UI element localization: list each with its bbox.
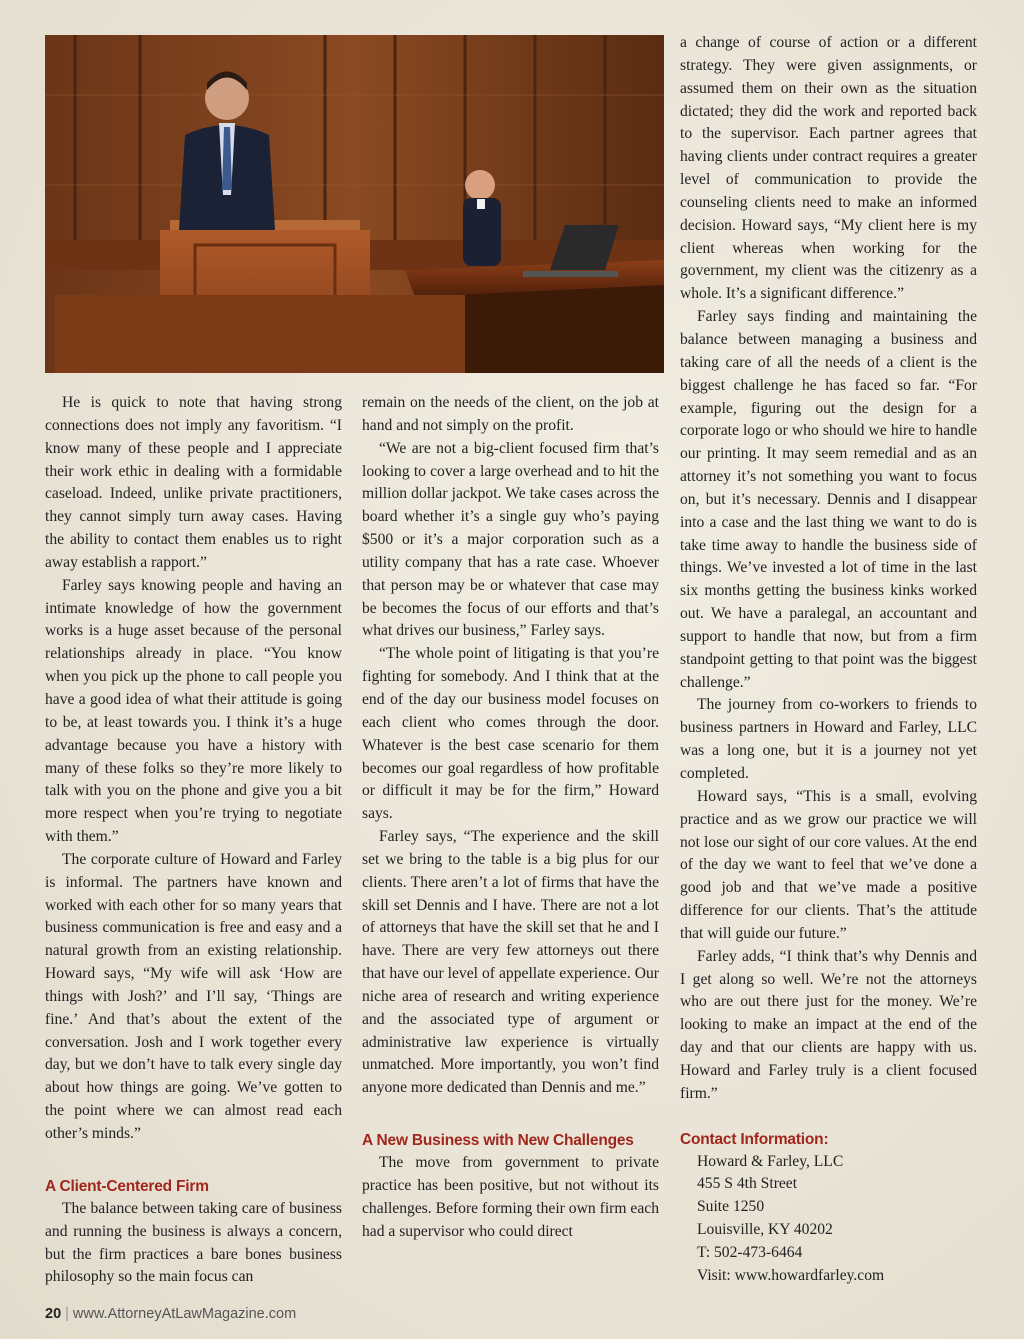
contact-suite: Suite 1250 [697,1198,765,1216]
article-column-2 [362,392,659,1244]
paragraph: Farley says finding and maintaining the balance between managing a business and taking care of all the needs of a client is the biggest challenge he has faced so far. “For example, figuring out the design for a corporate logo or who should we hire to handle our printing. It may seem remedial and as an attorney it’s not something you want to focus on, but it’s necessary. Dennis and I disappear into a case and the last thing we want to do is take time away to handle the business side of things. We’ve invested a lot of time in the last six months getting the business kinks worked out. We have a paralegal, an accountant and support to handle that now, but from a firm standpoint getting to that point was the biggest challenge.” [680,308,977,691]
contact-phone: T: 502-473-6464 [697,1243,803,1261]
contact-street: 455 S 4th Street [697,1175,798,1193]
paragraph: a change of course of action or a different strategy. They were given assignments, or assumed them on their own as the situation dictated; they did the work and reported back to the supervisor. Each partner agrees that having clients under contract requires a greater level of communication to provide the counseling clients need to make an informed decision. Howard says, “My client here is my client whereas when working for the government, my client was the citizenry as a whole. It’s a significant difference.” [680,34,977,303]
contact-block [680,1151,977,1288]
article-column-1 [45,392,342,1289]
section-heading: A New Business with New Challenges [362,1132,634,1150]
paragraph: “We are not a big-client focused firm that’s looking to cover a large overhead and to hit the million dollar jackpot. We take cases across the board whether it’s a single guy who’s paying $500 or it’s a major corporation such as a utility company that has a rate case. Whoever that person may be or whatever that case may be becomes the focus of our efforts and that’s what drives our business,” Farley says. [362,439,659,640]
paragraph: The balance between taking care of business and running the business is always a concern, but the firm practices a bare bones business philosophy so the main focus can [45,1199,342,1286]
courtroom-photo [45,35,664,373]
footer-site-link[interactable]: www.AttorneyAtLawMagazine.com [72,1306,297,1322]
paragraph: He is quick to note that having strong connections does not imply any favoritism. “I know many of these people and I appreciate their work ethic in dealing with a formidable caseload. Indeed, unlike private practitioners, they cannot simply turn away cases. Having the ability to contact them enables us to right away establish a rapport.” [45,394,342,571]
paragraph: The corporate culture of Howard and Farley is informal. The partners have known and worked with each other for so many years that business communication is free and easy and a natural growth from an existing relationship. Howard says, “My wife will ask ‘How are things with Josh?’ and I’ll say, ‘Things are fine.’ And that’s about the extent of the conversation. Josh and I work together every day, but we don’t have to talk every single day about how things are going. We’ve gotten to the point where we can almost read each other’s minds.” [45,850,342,1142]
page-number: 20 [45,1306,62,1322]
section-heading: A Client-Centered Firm [45,1177,209,1195]
courtroom-illustration [45,35,664,373]
paragraph: Howard says, “This is a small, evolving practice and as we grow our practice we will not lose our sight of our core values. At the end of the day we want to feel that we’ve done a good job and that we’ve made a positive difference for our clients. That’s the attitude that will guide our future.” [680,787,977,942]
paragraph: Farley says knowing people and having an intimate knowledge of how the government works is a huge asset because of the personal relationships already in place. “You know when you pick up the phone to call people you have a good idea of what their attitude is going to be, at least towards you. I think it’s a huge advantage because you have a history with many of these folks so they’re more likely to talk with you on the phone and give you a bit more respect when you’re trying to negotiate with them.” [45,576,342,846]
footer-separator: | [65,1306,69,1322]
contact-firm-name: Howard & Farley, LLC [697,1152,844,1170]
page-footer [45,1306,296,1322]
paragraph: The move from government to private practice has been positive, but not without its challenges. Before forming their own firm each had a supervisor who could direct [362,1154,659,1240]
contact-heading: Contact Information: [680,1130,829,1148]
paragraph: The journey from co-workers to friends to business partners in Howard and Farley, LLC was a long one, but it is a journey not yet completed. [680,696,977,782]
paragraph: Farley adds, “I think that’s why Dennis and I get along so well. We’re not the attorneys who are out there just for the money. We’re looking to make an impact at the end of the day and that our clients are happy with us. Howard and Farley truly is a client focused firm.” [680,947,977,1102]
contact-website[interactable]: Visit: www.howardfarley.com [697,1266,885,1284]
article-column-3 [680,32,977,1287]
paragraph: Farley says, “The experience and the skill set we bring to the table is a big plus for our clients. There aren’t a lot of firms that have the skill set Dennis and I have. There are not a lot of attorneys that have the skill set that he and I have. There are very few attorneys out there that have our level of appellate experience. Our niche area of research and writing experience and the associated type of argument or administrative law experience is virtually unmatched. More importantly, you won’t find anyone more dedicated than Dennis and me.” [362,828,659,1097]
paragraph: remain on the needs of the client, on the job at hand and not simply on the profit. [362,394,659,434]
contact-city: Louisville, KY 40202 [697,1221,833,1239]
paragraph: “The whole point of litigating is that you’re fighting for somebody. And I think that at the end of the day our business model focuses on each client who comes through the door. Whatever is the best case scenario for them becomes our goal regardless of how profitable or difficult it may be for the firm,” Howard says. [362,645,659,823]
